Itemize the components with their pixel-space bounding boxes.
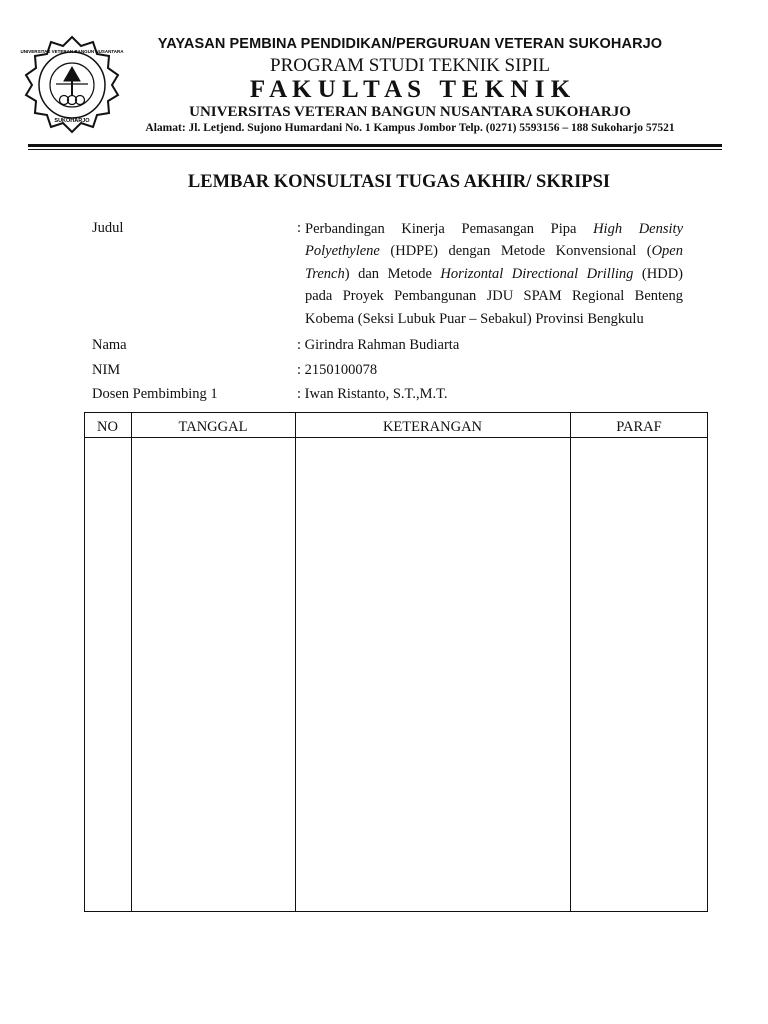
header-no: NO <box>97 419 118 435</box>
judul-text-3: ) dan Metode <box>344 265 441 282</box>
header-rule-thick <box>28 144 722 147</box>
header-keterangan: KETERANGAN <box>382 419 483 435</box>
header-paraf: PARAF <box>616 419 662 435</box>
table-col-divider-2 <box>295 412 296 912</box>
table-col-divider-3 <box>570 412 571 912</box>
logo-text-top: UNIVERSITAS VETERAN BANGUN NUSANTARA <box>20 49 124 54</box>
judul-italic-2: Open Trench <box>305 243 683 282</box>
judul-italic-1: High Density Polyethylene <box>305 221 684 260</box>
judul-colon: : <box>297 220 302 236</box>
table-col-divider-1 <box>131 412 132 912</box>
nama-value: : Girindra Rahman Budiarta <box>297 337 460 353</box>
faculty-name-text: F A K U L T A S T E K N I K <box>249 76 571 103</box>
faculty-name <box>130 76 690 104</box>
judul-italic-3: Horizontal Directional Drilling <box>440 265 634 282</box>
dosen-label: Dosen Pembimbing 1 <box>92 386 218 402</box>
judul-value <box>305 218 683 330</box>
consultation-table <box>84 412 708 912</box>
judul-text-1: Perbandingan Kinerja Pemasangan Pipa <box>305 221 594 237</box>
document-title: LEMBAR KONSULTASI TUGAS AKHIR/ SKRIPSI <box>187 172 611 192</box>
table-header-divider <box>84 437 708 438</box>
program-name: PROGRAM STUDI TEKNIK SIPIL <box>270 55 550 76</box>
judul-text-2: (HDPE) dengan Metode Konvensional ( <box>379 243 652 260</box>
judul-text-4: (HDD) pada Proyek Pembangunan JDU SPAM Regional Benteng Kobema (Seksi Lubuk Puar – Sebakul) Provinsi Bengkulu <box>305 265 683 327</box>
header-tanggal: TANGGAL <box>178 419 248 435</box>
nim-label: NIM <box>92 362 121 378</box>
nim-value: : 2150100078 <box>297 362 378 378</box>
university-name: UNIVERSITAS VETERAN BANGUN NUSANTARA SUKOHARJO <box>189 104 631 120</box>
judul-label: Judul <box>92 220 124 236</box>
university-seal-logo <box>20 34 124 134</box>
logo-text-bottom: SUKOHARJO <box>54 118 90 124</box>
foundation-name: YAYASAN PEMBINA PENDIDIKAN/PERGURUAN VETERAN SUKOHARJO <box>157 36 663 52</box>
header-rule-thin <box>28 149 722 150</box>
nama-label: Nama <box>92 337 127 353</box>
address-line: Alamat: Jl. Letjend. Sujono Humardani No. 1 Kampus Jombor Telp. (0271) 5593156 – 188 Sukoharjo 57521 <box>145 122 675 134</box>
dosen-value: : Iwan Ristanto, S.T.,M.T. <box>297 386 448 402</box>
